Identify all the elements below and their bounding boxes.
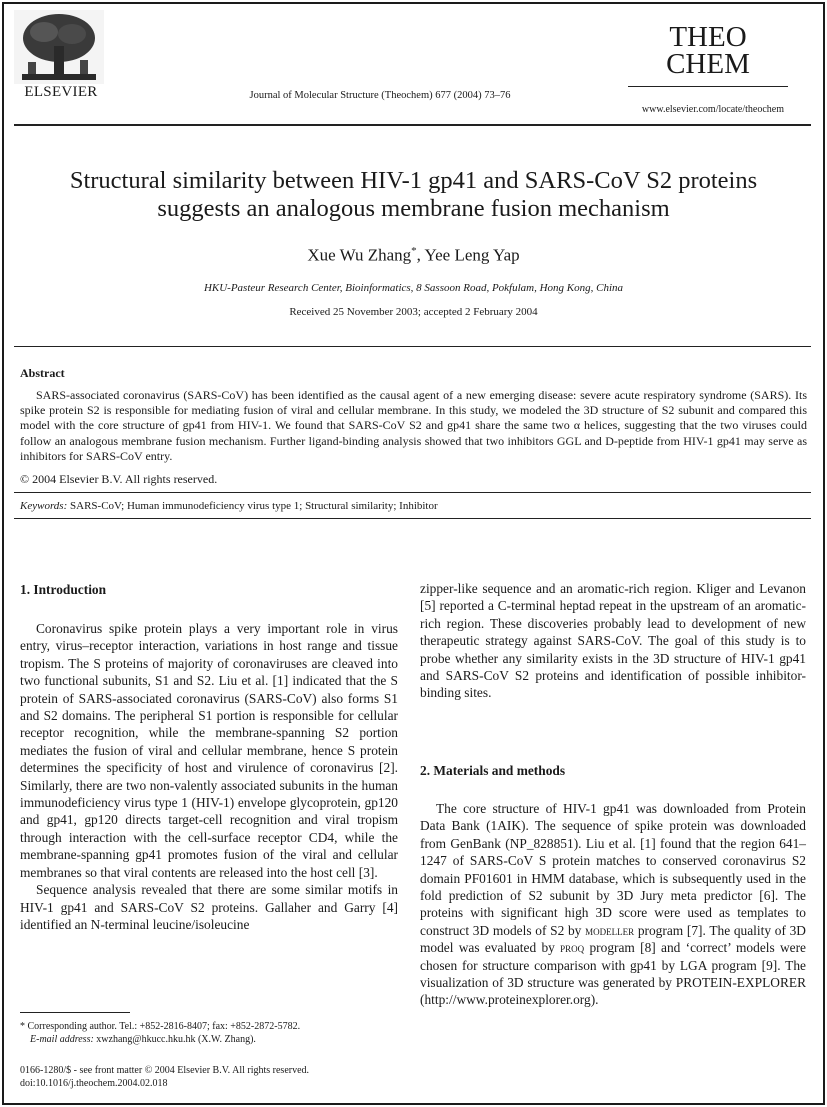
methods-text-a: The core structure of HIV-1 gp41 was downloaded from Protein Data Bank (1AIK). The sequence of spike protein was downloaded from GenBank (NP_828851). Liu et al. [1] found that the region 641–1247 of SARS-CoV S protein matches to conserved coronavirus S2 domain PF01601 in HMM database, which is subsequently used in the fold prediction of S2 subunit by 3D Jury meta predictor [6]. The proteins with significant high 3D score were used as templates to construct 3D models of S2 by: [420, 801, 806, 938]
article-title: [20, 167, 807, 223]
header-rule: [14, 124, 811, 126]
journal-logo-line1: THEO: [669, 21, 747, 53]
doi-line[interactable]: doi:10.1016/j.theochem.2004.02.018: [20, 1078, 168, 1089]
intro-column-right: [420, 580, 806, 702]
affiliation: HKU-Pasteur Research Center, Bioinformatics, 8 Sassoon Road, Pokfulam, Hong Kong, China: [203, 282, 624, 294]
abstract-top-rule: [14, 346, 811, 347]
abstract-heading: Abstract: [20, 366, 65, 380]
keywords-bottom-rule: [14, 518, 811, 519]
journal-citation: Journal of Molecular Structure (Theochem) 677 (2004) 73–76: [249, 90, 511, 101]
methods-text-b: program [7]. The quality of 3D model was evaluated by: [420, 922, 806, 956]
intro-column-left: [20, 620, 398, 933]
methods-text-c: program [8] and ‘correct’ models were chosen for structure comparison with gp41 by LGA program [9]. The visualization of 3D structure was generated by PROTEIN-EXPLORER (http://www.proteinexplorer.org).: [420, 940, 806, 1008]
author-2: Yee Leng Yap: [424, 245, 520, 265]
received-dates: Received 25 November 2003; accepted 2 February 2004: [289, 306, 538, 318]
email-address[interactable]: xwzhang@hkucc.hku.hk (X.W. Zhang).: [96, 1034, 256, 1045]
corresponding-mark: *: [411, 245, 417, 257]
publisher-name: ELSEVIER: [24, 84, 98, 100]
intro-paragraph-2: Sequence analysis revealed that there are some similar motifs in HIV-1 gp41 and SARS-CoV S2 proteins. Gallaher and Garry [4] identified an N-terminal leucine/isoleucine: [20, 882, 398, 932]
journal-logo-line2: CHEM: [666, 48, 750, 80]
methods-column: [420, 800, 806, 1009]
author-separator: ,: [416, 245, 425, 265]
abstract-copyright: © 2004 Elsevier B.V. All rights reserved.: [20, 472, 218, 486]
methods-heading: 2. Materials and methods: [420, 763, 566, 778]
intro-heading: 1. Introduction: [20, 582, 107, 597]
title-line-2: suggests an analogous membrane fusion mechanism: [157, 195, 670, 222]
keywords-label: Keywords:: [20, 500, 68, 512]
proq-term: proq: [560, 940, 585, 956]
keywords-list: SARS-CoV; Human immunodeficiency virus type 1; Structural similarity; Inhibitor: [70, 500, 438, 512]
authors: [20, 245, 807, 266]
author-1: Xue Wu Zhang: [307, 245, 412, 265]
journal-url[interactable]: www.elsevier.com/locate/theochem: [641, 104, 784, 115]
corresponding-author: * Corresponding author. Tel.: +852-2816-8407; fax: +852-2872-5782.: [20, 1021, 301, 1032]
elsevier-tree-logo: [14, 10, 104, 84]
email-line: [20, 1033, 400, 1046]
email-label: E-mail address:: [30, 1034, 94, 1045]
front-matter: [20, 1064, 410, 1090]
methods-paragraph-1: [420, 800, 806, 1009]
intro-paragraph-2-continued: zipper-like sequence and an aromatic-rich region. Kliger and Levanon [5] reported a C-terminal heptad repeat in the upstream of an aromatic-rich region. These discoveries probably lead to development of new therapeutic strategy against SARS-CoV. The goal of this study is to probe whether any similarity exists in the 3D structure of HIV-1 gp41 and SARS-CoV S2 proteins and identification of possible inhibitor-binding sites.: [420, 581, 806, 701]
intro-paragraph-1: Coronavirus spike protein plays a very important role in virus entry, virus–receptor interaction, variations in host range and tissue tropism. The S proteins of majority of coronaviruses are cleaved into two functional subunits, S1 and S2. Liu et al. [1] indicated that the S protein of SARS-associated coronavirus (SARS-CoV) also forms S1 and S2 domains. The peripheral S1 portion is responsible for cellular receptor recognition, while the membrane-spanning S2 portion mediates the fusion of viral and cellular membrane, hence S protein determines the specificity of host and virulence of coronavirus [2]. Similarly, there are two non-valently associated subunits in the human immunodeficiency virus type 1 (HIV-1) envelope glycoprotein, gp120 and gp41, gp120 directs target-cell recognition and viral tropism through interaction with the cell-surface receptor CD4, while the membrane-spanning gp41 promotes fusion of the viral and cellular membranes so that viral contents are released into the host cell [3].: [20, 621, 398, 880]
keywords: [20, 500, 807, 512]
footnote-rule: [20, 1012, 130, 1013]
abstract-body: SARS-associated coronavirus (SARS-CoV) has been identified as the causal agent of a new emerging disease: severe acute respiratory syndrome (SARS). Its spike protein S2 is responsible for mediating fusion of viral and cellular membrane. In this study, we modeled the 3D structure of S2 subunit and compared this model with the core structure of gp41 from HIV-1. We found that SARS-CoV S2 and gp41 share the same two α helices, suggesting that the two viruses could follow an analogous membrane fusion mechanism. Further ligand-binding analysis showed that two inhibitors GGL and D-peptide from HIV-1 gp41 may serve as inhibitors for SARS-CoV entry.: [20, 388, 807, 463]
footnote: [20, 1020, 400, 1046]
title-line-1: Structural similarity between HIV-1 gp41 and SARS-CoV S2 proteins: [69, 167, 758, 194]
modeller-term: modeller: [585, 922, 635, 938]
issn-line: 0166-1280/$ - see front matter © 2004 Elsevier B.V. All rights reserved.: [20, 1065, 310, 1076]
keywords-top-rule: [14, 492, 811, 493]
logo-rule: [628, 86, 788, 87]
journal-logo: [628, 21, 788, 80]
